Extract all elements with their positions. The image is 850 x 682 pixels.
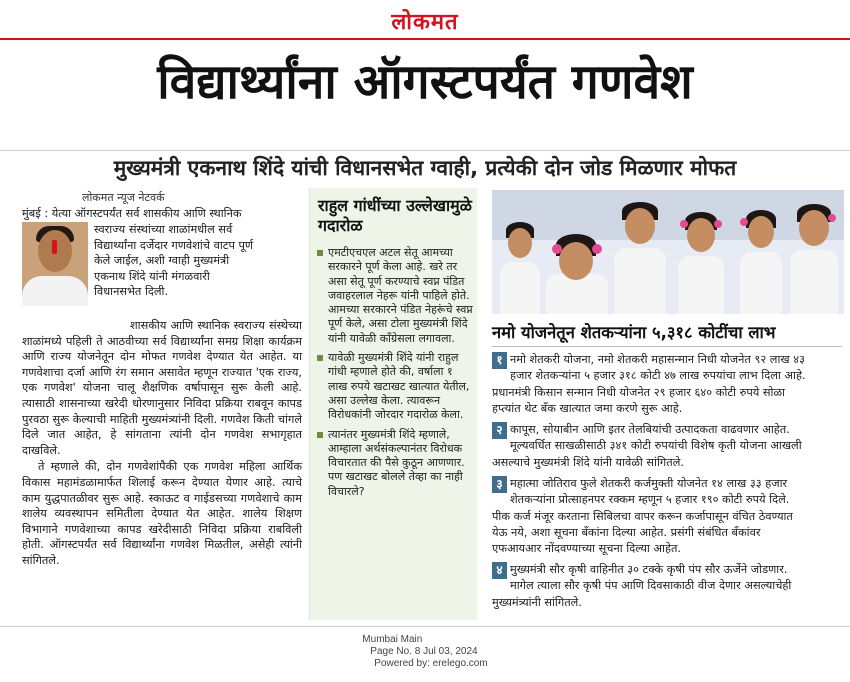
scheme-item [492,476,842,557]
sidebar-item: त्यानंतर मुख्यमंत्री शिंदे म्हणाले, आम्हाला अर्थसंकल्पानंतर विरोधक विचारतात की पैसे कुठून आणणार. पण खटाखट बोलले तेव्हा का नाही विचारले? [316,428,474,499]
lead-line: स्वराज्य संस्थांच्या शाळांमधील सर्व [94,223,233,236]
scheme-line: महात्मा जोतिराव फुले शेतकरी कर्जमुक्ती योजनेत १४ लाख ३३ हजार [510,477,788,490]
footer-page-date: Page No. 8 Jul 03, 2024 [370,646,478,657]
scheme-line: पीक कर्ज मंजूर करताना सिबिलचा वापर करून कर्जापासून वंचित ठेवण्यात [492,509,793,523]
masthead-divider [0,38,850,40]
lead-line: एकनाथ शिंदे यांनी मंगळवारी [94,269,210,283]
scheme-number: २ [492,422,507,439]
subheadline-divider [0,150,850,151]
lead-line: विधानसभेत दिली. [94,285,169,299]
scheme-line: कापूस, सोयाबीन आणि इतर तेलबियांची उत्पादकता वाढवणार आहेत. [510,423,790,436]
scheme-line: हप्त्यांत थेट बँक खात्यात जमा करणे सुरू आहे. [492,401,683,415]
scheme-line: मुख्यमंत्र्यांनी सांगितले. [492,595,582,609]
scheme-line: येऊ नये, अशा सूचना बँकांना दिल्या आहेत. प्रसंगी संबंधित बँकांवर [492,525,761,539]
schemes-divider [492,346,842,347]
sidebar-item: एमटीएचएल अटल सेतू आमच्या सरकारने पूर्ण केला आहे. खरे तर असा सेतू पूर्ण करण्याचे स्वप्न पंडित जवाहरलाल नेहरू यांनी पाहिले होते. आमच्या सरकारने पंडित नेहरूंचे स्वप्न पूर्ण केले, असा टोला मुख्यमंत्री शिंदे यांनी यावेळी काँग्रेसला लगावला. [316,246,474,346]
chief-minister-photo [22,222,88,306]
scheme-line: शेतकऱ्यांना प्रोत्साहनपर रक्कम म्हणून ५ हजार १९० कोटी रुपये दिले. [510,493,790,507]
sidebar-title: राहुल गांधींच्या उल्लेखामुळे गदारोळ [318,196,472,235]
sidebar-item: यावेळी मुख्यमंत्री शिंदे यांनी राहुल गांधी म्हणाले होते की, वर्षाला १ लाख रुपये खटाखट खात्यात येतील, असा उल्लेख केला. त्यावरून विरोधकांनी जोरदार गदारोळ केला. [316,351,474,422]
scheme-line: हजार शेतकऱ्यांना ५ हजार ३१८ कोटी ४७ लाख रुपयांचा लाभ दिला आहे. [510,369,806,383]
scheme-line: मूल्यवर्धित साखळीसाठी ३४१ कोटी रुपयांची विशेष कृती योजना आखली [510,439,802,453]
scheme-line: असल्याचे मुख्यमंत्री शिंदे यांनी यावेळी सांगितले. [492,455,684,469]
sidebar-list [316,246,474,504]
subheadline: मुख्यमंत्री एकनाथ शिंदे यांची विधानसभेत ग्वाही, प्रत्येकी दोन जोड मिळणार मोफत [113,156,737,180]
masthead-logo: लोकमत [391,9,459,35]
scheme-line: मुख्यमंत्री सौर कृषी वाहिनीत ३० टक्के कृषी पंप सौर ऊर्जेने जोडणार. [510,563,788,576]
lead-paragraph [22,206,302,222]
scheme-line: नमो शेतकरी योजना, नमो शेतकरी महासन्मान निधी योजनेत ९२ लाख ४३ [510,353,805,366]
scheme-line: प्रधानमंत्री किसान सन्मान निधी योजनेत २९ हजार ६४० कोटी रुपये सोळा [492,385,785,399]
lead-first-line: मुंबई : येत्या ऑगस्टपर्यंत सर्व शासकीय आणि स्थानिक [22,207,242,220]
footer-powered-by: Powered by: erelego.com [374,658,488,669]
body-paragraph: शासकीय आणि स्थानिक स्वराज्य संस्थेच्या शाळांमध्ये पहिली ते आठवीच्या सर्व विद्यार्थ्यांना समग्र शिक्षा कार्यक्रम आणि राज्य योजनेतून दोन मोफत गणवेश देण्यात येत आहेत. या गणवेशाचा दर्जा आणि रंग समान असावेत म्हणून राज्यात 'एक राज्य, एक गणवेश' योजना चालू शैक्षणिक वर्षापासून सुरू केली आहे. त्यासाठी शासनाच्या खरेदी धोरणानुसार निविदा प्रक्रिया राबवून कापड पुरवठा सुरू केल्याची माहिती मुख्यमंत्र्यांनी दिली. गणवेश किती चांगले दिले जात आहेत, हे सांगताना त्यांनी दोन गणवेश सभागृहात दाखविले. [22,319,302,457]
scheme-item [492,422,842,471]
lead-continuation [94,222,302,300]
students-photo [492,190,844,314]
scheme-item [492,562,842,611]
byline: लोकमत न्यूज नेटवर्क [82,191,165,204]
article-body [22,318,302,570]
scheme-line: मागेल त्याला सौर कृषी पंप आणि दिवसाकाठी वीज देणार असल्याचेही [510,579,792,593]
scheme-number: १ [492,352,507,369]
lead-line: केले जाईल, अशी ग्वाही मुख्यमंत्री [94,254,230,268]
lead-line: विद्यार्थ्यांना दर्जेदार गणवेशांचे वाटप पूर्ण [94,238,254,252]
body-paragraph: ते म्हणाले की, दोन गणवेशांपैकी एक गणवेश महिला आर्थिक विकास महामंडळामार्फत शिलाई करून देण्यात येणार आहे. त्याचे काम युद्धपातळीवर सुरू आहे. स्काऊट व गाईडसच्या गणवेशाचे काम शालेय व्यवस्थापन समितीला देण्यात येत आहेत. शालेय शिक्षण विभागाने गणवेशाच्या कापड खरेदीसाठी निविदा प्रक्रिया राबविली होती. ऑगस्टपर्यंत सर्व विद्यार्थ्यांना गणवेश मिळतील, असेही त्यांनी सांगितले. [22,460,302,567]
headline: विद्यार्थ्यांना ऑगस्टपर्यंत गणवेश [157,54,693,110]
footer-edition: Mumbai Main [362,634,423,645]
scheme-number: ३ [492,476,507,493]
footer-divider [0,626,850,627]
schemes-title: नमो योजनेतून शेतकऱ्यांना ५,३१८ कोटींचा लाभ [492,323,776,342]
footer [0,634,850,670]
scheme-item [492,352,842,417]
scheme-line: एफआयआर नोंदवण्याच्या सूचना दिल्या आहेत. [492,542,682,556]
scheme-number: ४ [492,562,507,579]
